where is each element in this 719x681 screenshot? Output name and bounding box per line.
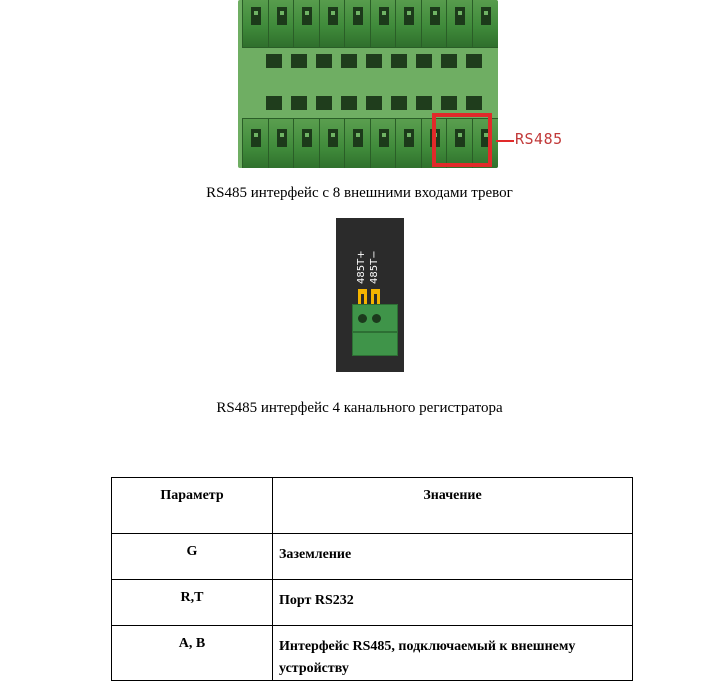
table-row bbox=[112, 626, 633, 681]
terminal-mid-slot bbox=[441, 96, 457, 110]
terminal-top-tooth bbox=[421, 0, 449, 48]
table-cell-value: Интерфейс RS485, подключаемый к внешнему устройству bbox=[273, 626, 633, 681]
terminal-mid-slot bbox=[341, 96, 357, 110]
terminal-mid-slot bbox=[341, 54, 357, 68]
rs485-callout-line bbox=[496, 140, 514, 142]
figure2-caption: RS485 интерфейс 4 канального регистратора bbox=[216, 400, 503, 416]
terminal-top-tooth bbox=[293, 0, 321, 48]
rs485-highlight-box bbox=[432, 113, 492, 167]
terminal-mid-slot bbox=[441, 54, 457, 68]
terminal-bottom-tooth bbox=[293, 118, 321, 168]
terminal-mid-slot bbox=[391, 96, 407, 110]
connector-hole-left bbox=[358, 314, 367, 323]
terminal-top-tooth bbox=[446, 0, 474, 48]
pin-label-485t-minus: 485T− bbox=[369, 250, 380, 284]
table-cell-value: Порт RS232 bbox=[273, 580, 633, 626]
terminal-mid-slot bbox=[266, 96, 282, 110]
terminal-top-tooth bbox=[370, 0, 398, 48]
terminal-mid-slot bbox=[416, 54, 432, 68]
terminal-top-tooth bbox=[242, 0, 270, 48]
table-cell-param: G bbox=[112, 534, 273, 580]
terminal-bottom-tooth bbox=[395, 118, 423, 168]
terminal-mid-slot bbox=[466, 96, 482, 110]
terminal-mid-slot bbox=[316, 54, 332, 68]
terminal-bottom-tooth bbox=[344, 118, 372, 168]
table-row bbox=[112, 580, 633, 626]
terminal-mid-slot bbox=[466, 54, 482, 68]
pcb-connector-image bbox=[336, 218, 404, 372]
table-cell-param: A, B bbox=[112, 626, 273, 681]
terminal-top-tooth bbox=[344, 0, 372, 48]
pin-label-485t-plus: 485T+ bbox=[356, 250, 367, 284]
connector-divider bbox=[353, 331, 397, 333]
terminal-mid-slot bbox=[291, 96, 307, 110]
header-parameter: Параметр bbox=[112, 478, 273, 534]
figure1-caption: RS485 интерфейс с 8 внешними входами тревог bbox=[206, 185, 513, 201]
terminal-top-tooth bbox=[395, 0, 423, 48]
terminal-top-tooth bbox=[319, 0, 347, 48]
parameter-table bbox=[111, 477, 633, 681]
connector-hole-right bbox=[372, 314, 381, 323]
header-value: Значение bbox=[273, 478, 633, 534]
terminal-top-tooth bbox=[472, 0, 499, 48]
terminal-mid-slot bbox=[366, 54, 382, 68]
rs485-callout-label: RS485 bbox=[515, 130, 563, 148]
terminal-mid-slot bbox=[266, 54, 282, 68]
terminal-mid-slot bbox=[391, 54, 407, 68]
green-connector bbox=[352, 304, 398, 356]
terminal-bottom-tooth bbox=[370, 118, 398, 168]
terminal-mid-slot bbox=[366, 96, 382, 110]
terminal-top-tooth bbox=[268, 0, 296, 48]
table-cell-param: R,T bbox=[112, 580, 273, 626]
terminal-mid-slot bbox=[291, 54, 307, 68]
table-cell-value: Заземление bbox=[273, 534, 633, 580]
terminal-bottom-tooth bbox=[319, 118, 347, 168]
terminal-mid-slot bbox=[316, 96, 332, 110]
table-row bbox=[112, 534, 633, 580]
terminal-mid-slot bbox=[416, 96, 432, 110]
terminal-bottom-tooth bbox=[268, 118, 296, 168]
terminal-bottom-tooth bbox=[242, 118, 270, 168]
